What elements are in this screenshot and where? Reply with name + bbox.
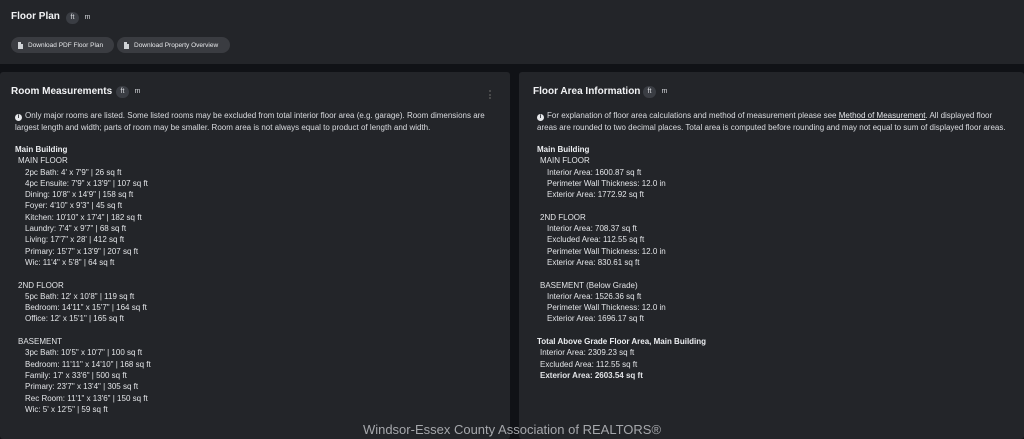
area-note-text-2: . All displayed floor areas are rounded to two decimal places. Total area is computed before rounding and may not equal to sum of displayed floor areas.: [537, 111, 1006, 132]
area-row: Perimeter Wall Thickness: 12.0 in: [547, 178, 666, 188]
rooms-note: [15, 110, 485, 133]
room-row: 5pc Bath: 12' x 10'8" | 119 sq ft: [25, 291, 135, 301]
floor-name: BASEMENT (Below Grade): [540, 280, 638, 290]
area-row: Exterior Area: 1696.17 sq ft: [547, 314, 644, 324]
floor-area-panel: [519, 72, 1024, 439]
area-row: Interior Area: 1526.36 sq ft: [547, 291, 642, 301]
room-row: Primary: 23'7" x 13'4" | 305 sq ft: [25, 382, 139, 392]
download-pdf-label: Download PDF Floor Plan: [28, 41, 104, 49]
room-row: Primary: 15'7" x 13'9" | 207 sq ft: [25, 246, 139, 256]
area-note-text-1: For explanation of floor area calculations and method of measurement please see: [547, 111, 839, 120]
rooms-unit-toggle: [116, 86, 144, 98]
floor-area-title: Floor Area Information: [533, 86, 641, 97]
rooms-note-text: Only major rooms are listed. Some listed rooms may be excluded from total interior floor area (e.g. garage). Room dimensions are largest length and width; parts of room may be smaller. Room area is not always equal to product of length and width.: [15, 111, 485, 132]
download-overview-label: Download Property Overview: [134, 41, 219, 49]
room-row: Foyer: 4'10" x 9'3" | 45 sq ft: [25, 201, 123, 211]
room-row: Laundry: 7'4" x 9'7" | 68 sq ft: [25, 224, 127, 234]
room-row: 2pc Bath: 4' x 7'9" | 26 sq ft: [25, 167, 122, 177]
area-note: [537, 110, 1007, 133]
floor-name: BASEMENT: [18, 337, 63, 347]
unit-ft-button[interactable]: ft: [116, 86, 129, 98]
room-row: 3pc Bath: 10'5" x 10'7" | 100 sq ft: [25, 348, 143, 358]
floor-name: 2ND FLOOR: [540, 212, 586, 222]
floor-plan-header: [0, 0, 1024, 64]
area-row: Exterior Area: 1772.92 sq ft: [547, 190, 644, 200]
room-measurements-title: Room Measurements: [11, 86, 113, 97]
header-unit-toggle: [66, 12, 94, 24]
room-row: Living: 17'7" x 28' | 412 sq ft: [25, 235, 125, 245]
total-area-title: Total Above Grade Floor Area, Main Building: [537, 337, 707, 347]
building-name: Main Building: [537, 145, 590, 154]
room-row: Bedroom: 11'11" x 14'10" | 168 sq ft: [25, 359, 151, 369]
floor-name: MAIN FLOOR: [540, 156, 590, 166]
room-row: 4pc Ensuite: 7'9" x 13'9" | 107 sq ft: [25, 178, 148, 188]
area-row: Interior Area: 708.37 sq ft: [547, 224, 637, 234]
room-row: Dining: 10'8" x 14'9" | 158 sq ft: [25, 190, 134, 200]
area-row: Exterior Area: 830.61 sq ft: [547, 257, 640, 267]
unit-m-button[interactable]: m: [661, 88, 668, 95]
unit-m-button[interactable]: m: [134, 88, 141, 95]
area-row: Perimeter Wall Thickness: 12.0 in: [547, 303, 666, 313]
area-row: Excluded Area: 112.55 sq ft: [547, 235, 645, 245]
floor-area-list: [537, 144, 706, 381]
total-area-row: Exterior Area: 2603.54 sq ft: [540, 370, 643, 380]
room-row: Rec Room: 11'1" x 13'6" | 150 sq ft: [25, 393, 148, 403]
download-property-overview-button[interactable]: [117, 37, 230, 53]
room-row: Bedroom: 14'11" x 15'7" | 164 sq ft: [25, 303, 147, 313]
unit-ft-button[interactable]: ft: [66, 12, 79, 24]
area-row: Interior Area: 1600.87 sq ft: [547, 167, 642, 177]
area-row: Perimeter Wall Thickness: 12.0 in: [547, 246, 666, 256]
document-icon: [18, 42, 23, 49]
room-row: Wic: 11'4" x 5'8" | 64 sq ft: [25, 257, 115, 267]
floor-plan-title: Floor Plan: [11, 11, 60, 22]
download-pdf-floor-plan-button[interactable]: [11, 37, 114, 53]
room-row: Office: 12' x 15'1" | 165 sq ft: [25, 314, 124, 324]
room-row: Kitchen: 10'10" x 17'4" | 182 sq ft: [25, 212, 142, 222]
info-icon: i: [537, 114, 544, 121]
room-row: Wic: 5' x 12'5" | 59 sq ft: [25, 404, 108, 414]
building-name: Main Building: [15, 145, 68, 154]
unit-ft-button[interactable]: ft: [643, 86, 656, 98]
more-options-icon[interactable]: [489, 90, 491, 101]
method-of-measurement-link[interactable]: Method of Measurement: [838, 111, 926, 120]
document-icon: [124, 42, 129, 49]
room-list: [15, 144, 151, 415]
unit-m-button[interactable]: m: [84, 14, 91, 21]
room-measurements-panel: [0, 72, 510, 439]
room-row: Family: 17' x 33'6" | 500 sq ft: [25, 370, 127, 380]
area-unit-toggle: [643, 86, 671, 98]
total-area-row: Interior Area: 2309.23 sq ft: [540, 348, 635, 358]
info-icon: i: [15, 114, 22, 121]
total-area-row: Excluded Area: 112.55 sq ft: [540, 359, 638, 369]
floor-name: 2ND FLOOR: [18, 280, 64, 290]
floor-name: MAIN FLOOR: [18, 156, 68, 166]
realtors-watermark: Windsor-Essex County Association of REALTORS®: [362, 422, 662, 437]
